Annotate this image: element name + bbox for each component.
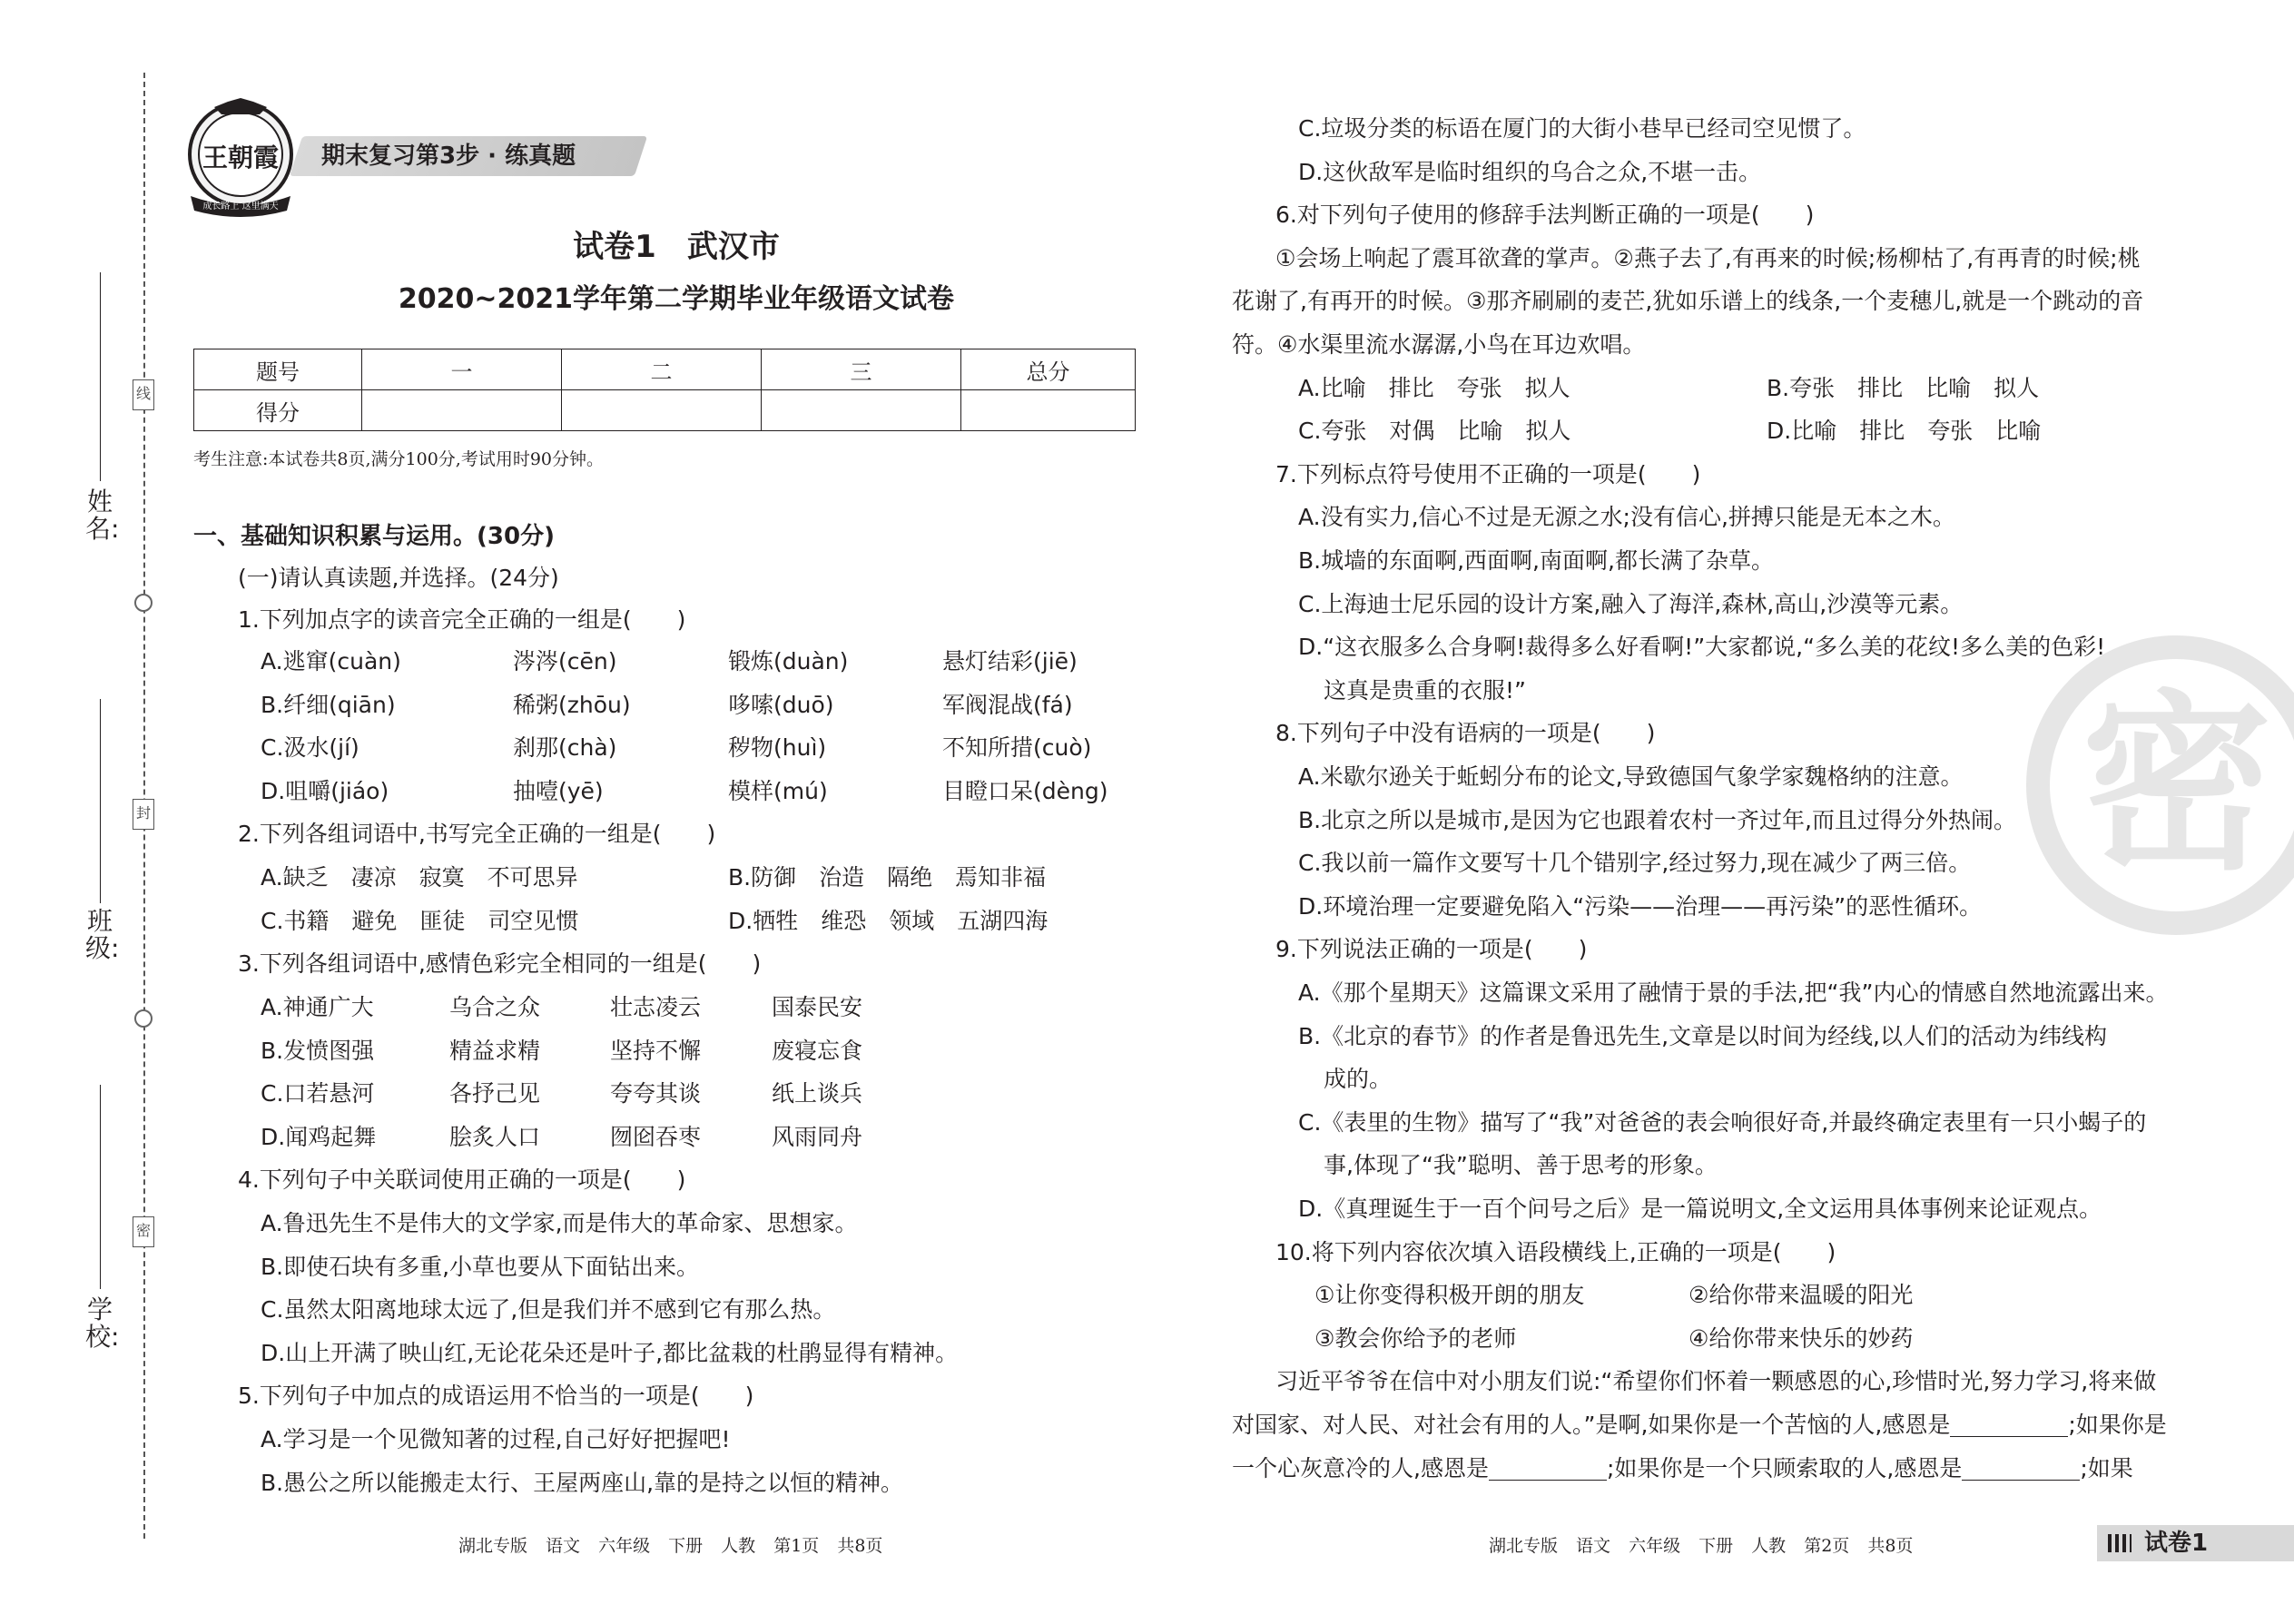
score-cell[interactable] (961, 390, 1136, 431)
choice-item: ①让你变得积极开朗的朋友 (1314, 1282, 1585, 1308)
logo-text: 王朝霞 (202, 143, 279, 172)
name-label: 姓名: (85, 487, 120, 544)
choice-item: ④给你带来快乐的妙药 (1689, 1325, 1914, 1352)
seal-label-xian: 线 (133, 379, 154, 410)
question-4: 4.下列句子中关联词使用正确的一项是( ) (238, 1166, 686, 1193)
option: 军阀混战(fá) (942, 692, 1073, 718)
table-header-cell: 一 (362, 349, 562, 390)
option-continued: 成的。 (1324, 1066, 1393, 1092)
choice-item: ②给你带来温暖的阳光 (1689, 1282, 1914, 1308)
option: 夸夸其谈 (610, 1080, 702, 1107)
fill-blank[interactable] (1962, 1459, 2080, 1481)
option: C.书籍 避免 匪徒 司空见惯 (261, 908, 579, 934)
option: B.纤细(qiān) (261, 692, 396, 718)
option: 锻炼(duàn) (728, 648, 849, 674)
option: C.上海迪士尼乐园的设计方案,融入了海洋,森林,高山,沙漠等元素。 (1298, 591, 1964, 617)
option: 坚持不懈 (610, 1038, 702, 1064)
option: C.垃圾分类的标语在厦门的大街小巷早已经司空见惯了。 (1298, 115, 1866, 142)
option: D.环境治理一定要避免陷入“污染——治理——再污染”的恶性循环。 (1298, 893, 1983, 920)
table-header-cell: 三 (762, 349, 961, 390)
paragraph-line: 习近平爷爷在信中对小朋友们说:“希望你们怀着一颗感恩的心,珍惜时光,努力学习,将来做 (1275, 1368, 2157, 1394)
score-cell[interactable] (562, 390, 762, 431)
score-table-header-row (194, 349, 1136, 390)
option: 脍炙人口 (449, 1124, 541, 1150)
paper-subtitle: 2020~2021学年第二学期毕业年级语文试卷 (398, 283, 955, 315)
question-8: 8.下列句子中没有语病的一项是( ) (1275, 720, 1656, 746)
option: 各抒己见 (449, 1080, 541, 1107)
paragraph-text: ;如果 (2080, 1455, 2133, 1481)
question-6: 6.对下列句子使用的修辞手法判断正确的一项是( ) (1275, 202, 1815, 228)
option: D.《真理诞生于一百个问号之后》是一篇说明文,全文运用具体事例来论证观点。 (1298, 1196, 2102, 1222)
option: 刹那(chà) (513, 734, 617, 761)
option: B.城墙的东面啊,西面啊,南面啊,都长满了杂草。 (1298, 547, 1774, 574)
option: D.闻鸡起舞 (261, 1124, 377, 1150)
score-cell[interactable] (762, 390, 961, 431)
option: 不知所措(cuò) (942, 734, 1092, 761)
option: 国泰民安 (772, 994, 863, 1020)
option: A.逃窜(cuàn) (261, 648, 401, 674)
option: 风雨同舟 (772, 1124, 863, 1150)
section-heading: 一、基础知识积累与运用。(30分) (193, 523, 555, 550)
option: A.没有实力,信心不过是无源之水;没有信心,拼搏只能是无本之木。 (1298, 504, 1955, 530)
paragraph-line (1232, 1409, 2167, 1442)
school-underline (100, 1085, 101, 1289)
paragraph-text: 对国家、对人民、对社会有用的人。”是啊,如果你是一个苦恼的人,感恩是 (1232, 1412, 1951, 1438)
option: B.《北京的春节》的作者是鲁迅先生,文章是以时间为经线,以人们的活动为纬线构 (1298, 1023, 2107, 1049)
option: 乌合之众 (449, 994, 541, 1020)
option: A.《那个星期天》这篇课文采用了融情于景的手法,把“我”内心的情感自然地流露出来。 (1298, 979, 2169, 1006)
option: B.即使石块有多重,小草也要从下面钻出来。 (261, 1254, 700, 1280)
option: B.夸张 排比 比喻 拟人 (1767, 375, 2040, 401)
paragraph-line: 花谢了,有再开的时候。③那齐刷刷的麦芒,犹如乐谱上的线条,一个麦穗儿,就是一个跳动的音 (1232, 288, 2144, 314)
option: 废寝忘食 (772, 1038, 863, 1064)
option: C.《表里的生物》描写了“我”对爸爸的表会响很好奇,并最终确定表里有一只小蝎子的 (1298, 1109, 2147, 1136)
option: 囫囵吞枣 (610, 1124, 702, 1150)
class-label: 班级: (85, 906, 120, 963)
option: D.这伙敌军是临时组织的乌合之众,不堪一击。 (1298, 159, 1762, 185)
option: 涔涔(cēn) (513, 648, 617, 674)
option: A.学习是一个见微知著的过程,自己好好把握吧! (261, 1426, 731, 1452)
option: B.发愤图强 (261, 1038, 375, 1064)
option: D.牺牲 维恐 领域 五湖四海 (728, 908, 1049, 934)
option: 秽物(huì) (728, 734, 827, 761)
question-3: 3.下列各组词语中,感情色彩完全相同的一组是( ) (238, 950, 762, 977)
option: A.比喻 排比 夸张 拟人 (1298, 375, 1570, 401)
option: 壮志凌云 (610, 994, 702, 1020)
question-7: 7.下列标点符号使用不正确的一项是( ) (1275, 461, 1701, 487)
paragraph-line (1232, 1452, 2133, 1485)
option: D.“这衣服多么合身啊!裁得多么好看啊!”大家都说,“多么美的花纹!多么美的色彩! (1298, 634, 2106, 660)
option: C.汲水(jí) (261, 734, 359, 761)
watermark-text: 密 (2081, 674, 2272, 896)
footer-right: 湖北专版 语文 六年级 下册 人教 第2页 共8页 (1489, 1536, 1914, 1556)
seal-label-feng: 封 (133, 799, 154, 830)
name-underline (100, 272, 101, 481)
question-5: 5.下列句子中加点的成语运用不恰当的一项是( ) (238, 1383, 754, 1409)
question-10: 10.将下列内容依次填入语段横线上,正确的一项是( ) (1275, 1239, 1836, 1265)
option: B.北京之所以是城市,是因为它也跟着农村一齐过年,而且过得分外热闹。 (1298, 807, 2016, 833)
option: 哆嗦(duō) (728, 692, 834, 718)
option: C.虽然太阳离地球太远了,但是我们并不感到它有那么热。 (261, 1296, 836, 1323)
option: A.神通广大 (261, 994, 374, 1020)
exam-note: 考生注意:本试卷共8页,满分100分,考试用时90分钟。 (193, 449, 605, 469)
fill-blank[interactable] (1950, 1415, 2068, 1437)
option: B.防御 治造 隔绝 焉知非福 (728, 864, 1047, 891)
option: B.愚公之所以能搬走太行、王屋两座山,靠的是持之以恒的精神。 (261, 1470, 904, 1496)
option: C.口若悬河 (261, 1080, 375, 1107)
fill-blank[interactable] (1489, 1459, 1607, 1481)
option: 稀粥(zhōu) (513, 692, 631, 718)
option: A.缺乏 凄凉 寂寞 不可思异 (261, 864, 578, 891)
seal-label-mi: 密 (133, 1216, 154, 1247)
page-tab-label: 试卷1 (2144, 1530, 2209, 1557)
paragraph-line: ①会场上响起了震耳欲聋的掌声。②燕子去了,有再来的时候;杨柳枯了,有再青的时候;桃 (1275, 245, 2141, 271)
option-continued: 事,体现了“我”聪明、善于思考的形象。 (1324, 1152, 1718, 1178)
option-continued: 这真是贵重的衣服!” (1324, 677, 1526, 704)
footer-left: 湖北专版 语文 六年级 下册 人教 第1页 共8页 (458, 1536, 883, 1556)
table-header-cell: 总分 (961, 349, 1136, 390)
option: C.我以前一篇作文要写十几个错别字,经过努力,现在减少了两三倍。 (1298, 850, 1972, 876)
option: 抽噎(yē) (513, 778, 604, 804)
logo-emblem (178, 98, 303, 218)
option: D.比喻 排比 夸张 比喻 (1767, 418, 2042, 444)
option: 目瞪口呆(dèng) (942, 778, 1108, 804)
option: 悬灯结彩(jiē) (942, 648, 1078, 674)
table-row-label: 得分 (194, 390, 362, 431)
option: 纸上谈兵 (772, 1080, 863, 1107)
paragraph-text: 一个心灰意冷的人,感恩是 (1232, 1455, 1489, 1481)
table-header-cell: 题号 (194, 349, 362, 390)
question-2: 2.下列各组词语中,书写完全正确的一组是( ) (238, 821, 716, 847)
option: A.米歇尔逊关于蚯蚓分布的论文,导致德国气象学家魏格纳的注意。 (1298, 763, 1964, 790)
table-header-cell: 二 (562, 349, 762, 390)
option: D.山上开满了映山红,无论花朵还是叶子,都比盆栽的杜鹃显得有精神。 (261, 1340, 959, 1366)
paragraph-text: ;如果你是 (2068, 1412, 2167, 1438)
paragraph-line: 符。④水渠里流水潺潺,小鸟在耳边欢唱。 (1232, 331, 1646, 358)
choice-item: ③教会你给予的老师 (1314, 1325, 1517, 1352)
option: 模样(mú) (728, 778, 828, 804)
page-tab-grid-icon (2108, 1534, 2132, 1552)
option: 精益求精 (449, 1038, 541, 1064)
paper-title: 试卷1 武汉市 (573, 229, 780, 265)
question-9: 9.下列说法正确的一项是( ) (1275, 936, 1588, 962)
logo-tagline: 成长路上 这里满天 (202, 202, 279, 212)
class-underline (100, 699, 101, 903)
school-label: 学校: (85, 1294, 120, 1352)
option: A.鲁迅先生不是伟大的文学家,而是伟大的革命家、思想家。 (261, 1210, 858, 1236)
score-table (193, 349, 1136, 431)
option: D.咀嚼(jiáo) (261, 778, 389, 804)
seal-knot-icon (134, 594, 153, 612)
paragraph-text: ;如果你是一个只顾索取的人,感恩是 (1606, 1455, 1963, 1481)
banner-text: 期末复习第3步 · 练真题 (321, 143, 576, 170)
score-table-row (194, 390, 1136, 431)
score-cell[interactable] (362, 390, 562, 431)
subsection-heading: (一)请认真读题,并选择。(24分) (238, 565, 559, 591)
option: C.夸张 对偶 比喻 拟人 (1298, 418, 1571, 444)
question-1: 1.下列加点字的读音完全正确的一组是( ) (238, 606, 686, 633)
seal-knot-icon (134, 1009, 153, 1028)
